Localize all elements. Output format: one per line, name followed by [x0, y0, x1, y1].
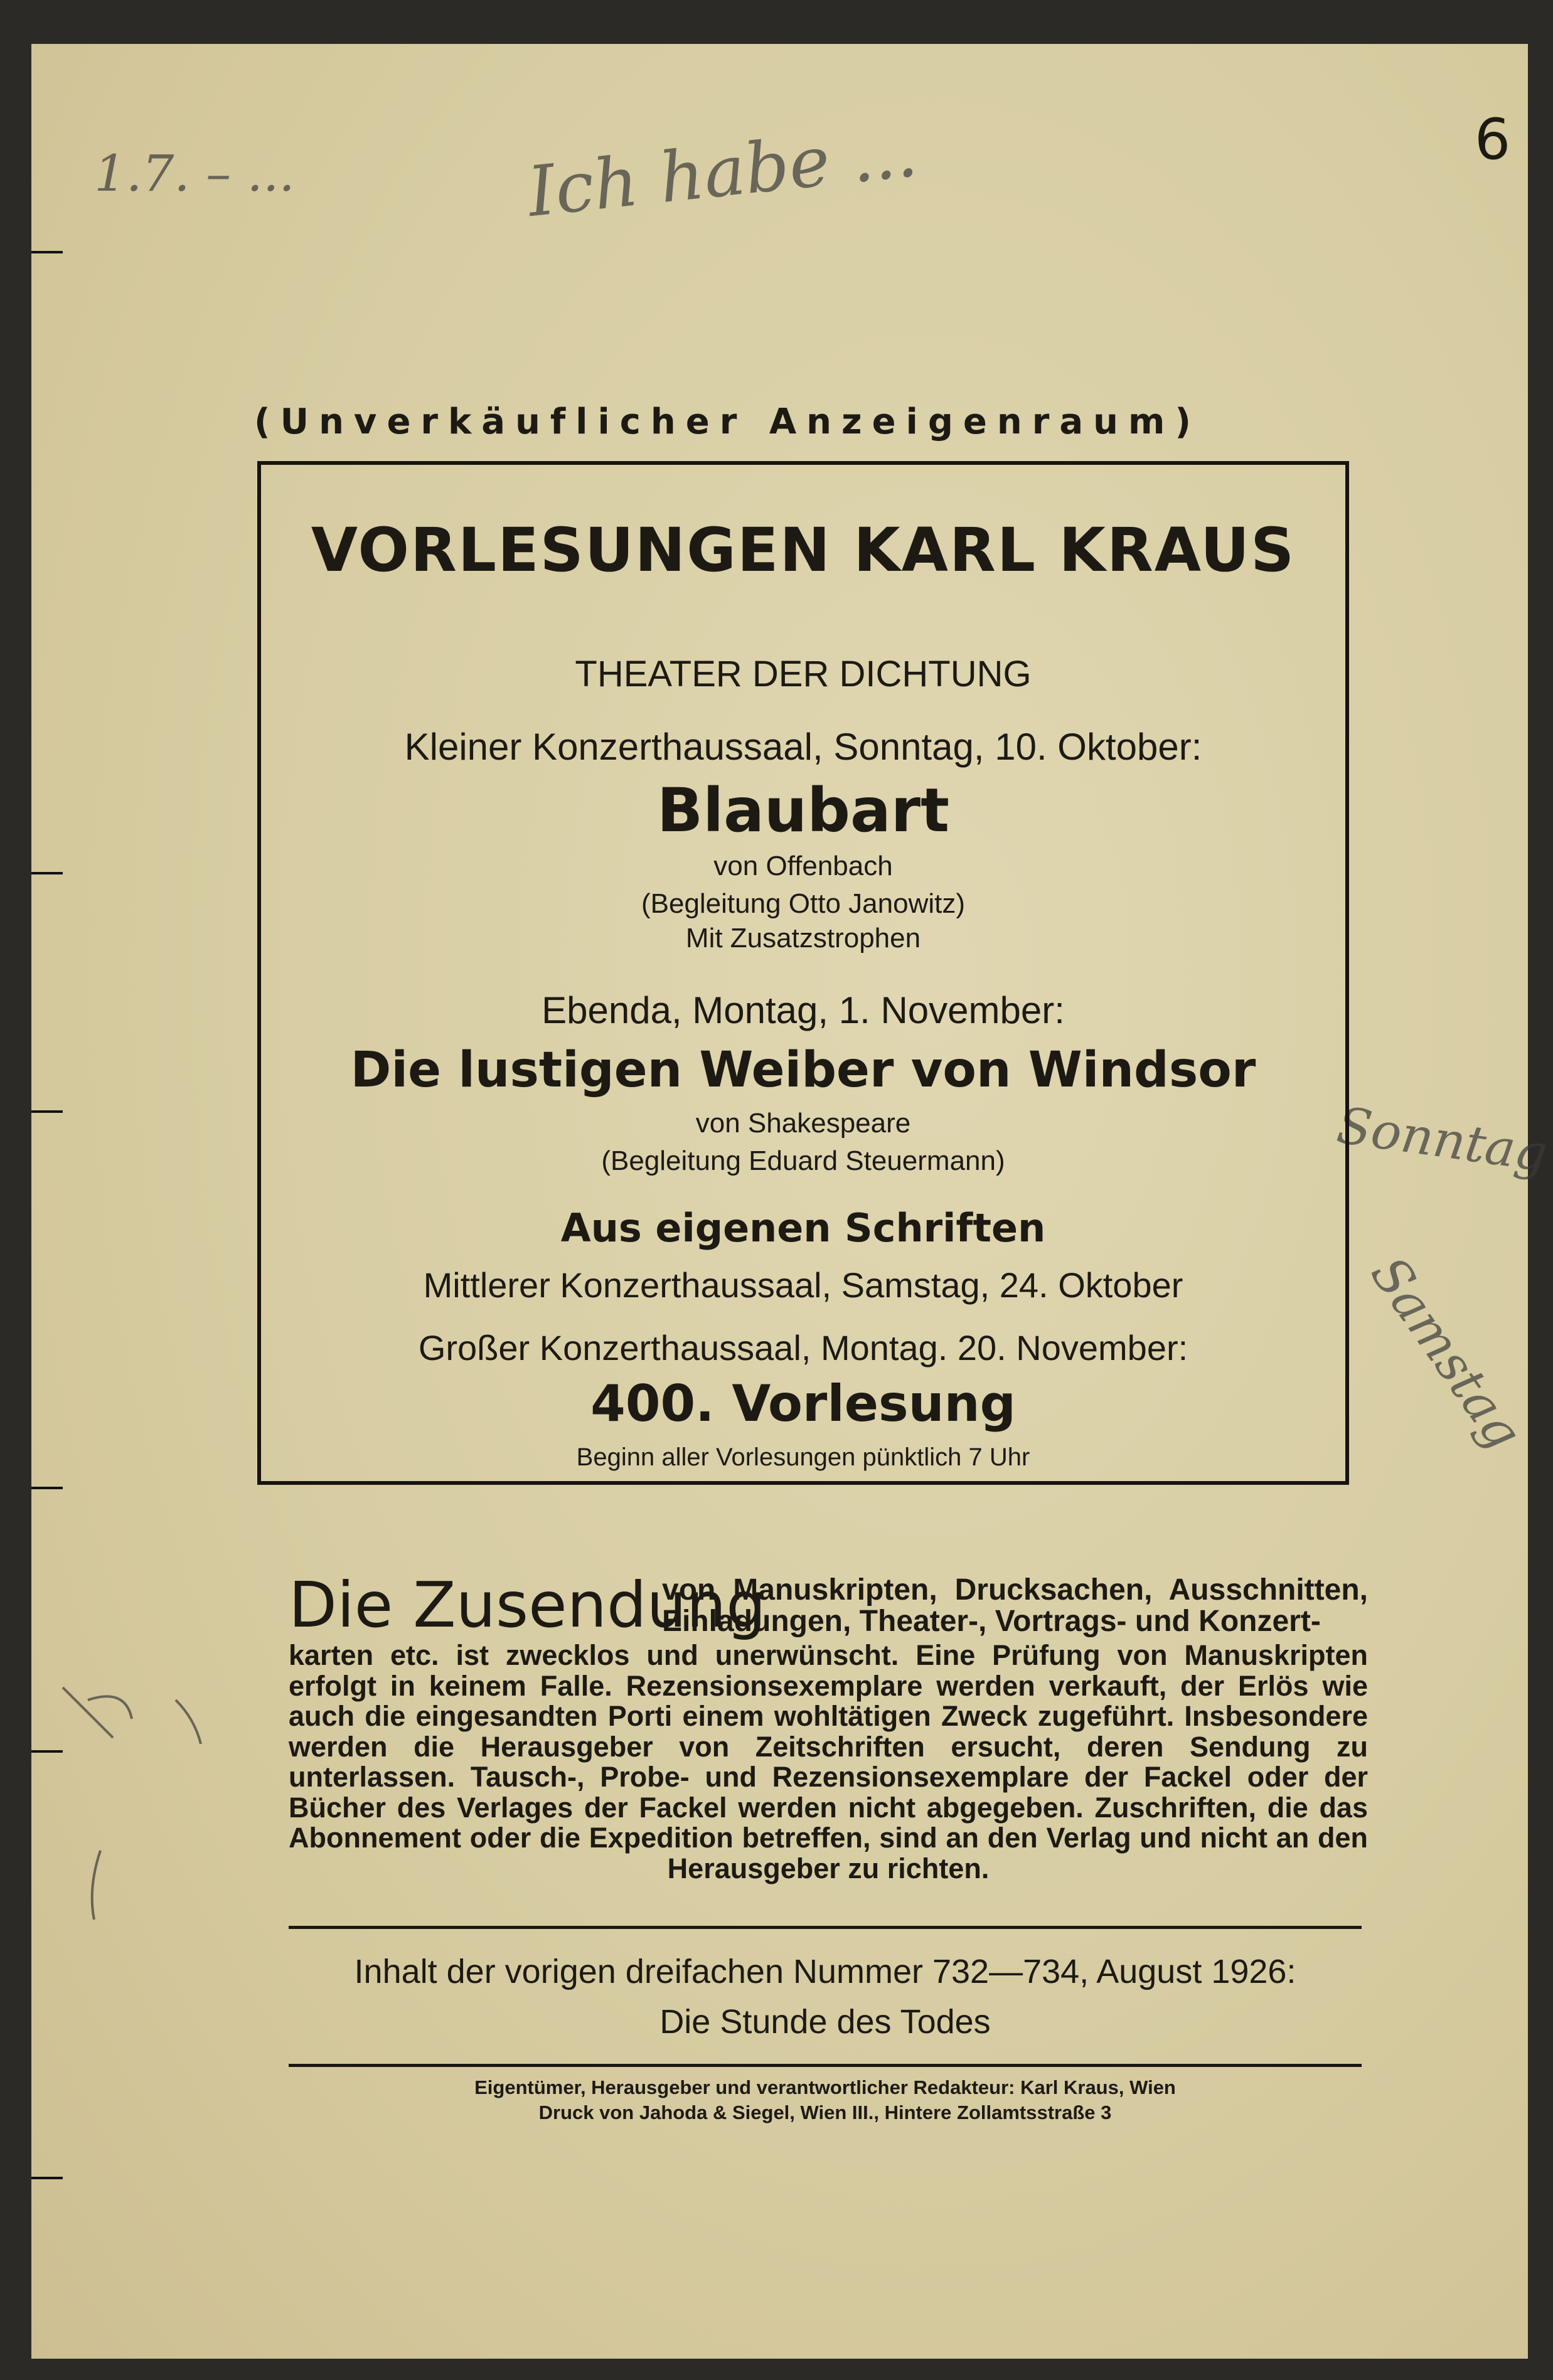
divider — [289, 1926, 1362, 1929]
advertisement-box — [257, 461, 1349, 1485]
document-page — [31, 44, 1551, 2359]
contents-line: Inhalt der vorigen dreifachen Nummer 732—734, August 1926: — [354, 1953, 1296, 1990]
page-number: 6 — [1475, 107, 1511, 173]
event1-author: von Offenbach — [713, 851, 893, 881]
imprint-line-2: Druck von Jahoda & Siegel, Wien III., Hintere Zollamtsstraße 3 — [538, 2101, 1112, 2123]
event4-venue: Großer Konzerthaussaal, Montag. 20. November: — [418, 1328, 1188, 1368]
handwritten-marks-left — [50, 1662, 238, 1926]
binding-rule — [31, 1487, 63, 1489]
notice-body: karten etc. ist zwecklos und unerwünscht. Eine Prüfung von Manuskripten erfolgt in keinem Falle. Rezensionsexemplare werden verkauft, der Erlös wie auch die eingesandten Porti einem wohltätigen Zweck zugeführt. Insbesondere werden die Herausgeber von Zeitschriften ersucht, deren Sendung zu unterlassen. Tausch-, Probe- und Rezensionsexemplare der Fackel oder der Bücher des Verlages der Fackel werden nicht abgegeben. Zuschriften, die das Abonnement oder die Expedition betreffen, sind an den Verlag und nicht an den Herausgeber zu richten. — [289, 1639, 1368, 1884]
ad-subtitle: THEATER DER DICHTUNG — [575, 654, 1032, 694]
binding-rule — [31, 1110, 63, 1113]
event1-title: Blaubart — [657, 775, 949, 846]
binding-rule — [31, 251, 63, 253]
event1-venue: Kleiner Konzerthaussaal, Sonntag, 10. Oktober: — [404, 726, 1202, 768]
divider — [289, 2064, 1362, 2067]
advertisement-heading: (Unverkäuflicher Anzeigenraum) — [254, 401, 1201, 442]
contents-title: Die Stunde des Todes — [659, 2003, 991, 2041]
notice-lead: Die Zusendung — [289, 1568, 766, 1642]
binding-rule — [31, 2177, 63, 2179]
handwritten-note-top: Ich habe ... — [524, 111, 921, 233]
notice-side-text: von Manuskripten, Drucksachen, Ausschnitten, Einladungen, Theater-, Vortrags- und Konzert- — [662, 1573, 1368, 1638]
event1-accompaniment: (Begleitung Otto Janowitz) — [641, 888, 966, 919]
event1-note: Mit Zusatzstrophen — [685, 923, 921, 954]
ad-footer: Beginn aller Vorlesungen pünktlich 7 Uhr — [576, 1443, 1030, 1471]
event2-accompaniment: (Begleitung Eduard Steuermann) — [601, 1145, 1005, 1176]
ad-title: VORLESUNGEN KARL KRAUS — [311, 515, 1296, 585]
event2-venue: Ebenda, Montag, 1. November: — [542, 989, 1065, 1031]
handwritten-margin-sonntag: Sonntag — [1333, 1095, 1551, 1184]
handwritten-note-left: 1.7. – ... — [94, 144, 295, 203]
binding-rule — [31, 872, 63, 874]
imprint-line-1: Eigentümer, Herausgeber und verantwortlicher Redakteur: Karl Kraus, Wien — [474, 2076, 1176, 2098]
event2-title: Die lustigen Weiber von Windsor — [350, 1042, 1256, 1098]
event3-title: Aus eigenen Schriften — [560, 1205, 1046, 1251]
event3-venue: Mittlerer Konzerthaussaal, Samstag, 24. Oktober — [423, 1265, 1183, 1305]
handwritten-margin-samstag: Samstag — [1359, 1246, 1534, 1460]
event2-author: von Shakespeare — [695, 1108, 911, 1139]
event4-title: 400. Vorlesung — [590, 1374, 1016, 1433]
